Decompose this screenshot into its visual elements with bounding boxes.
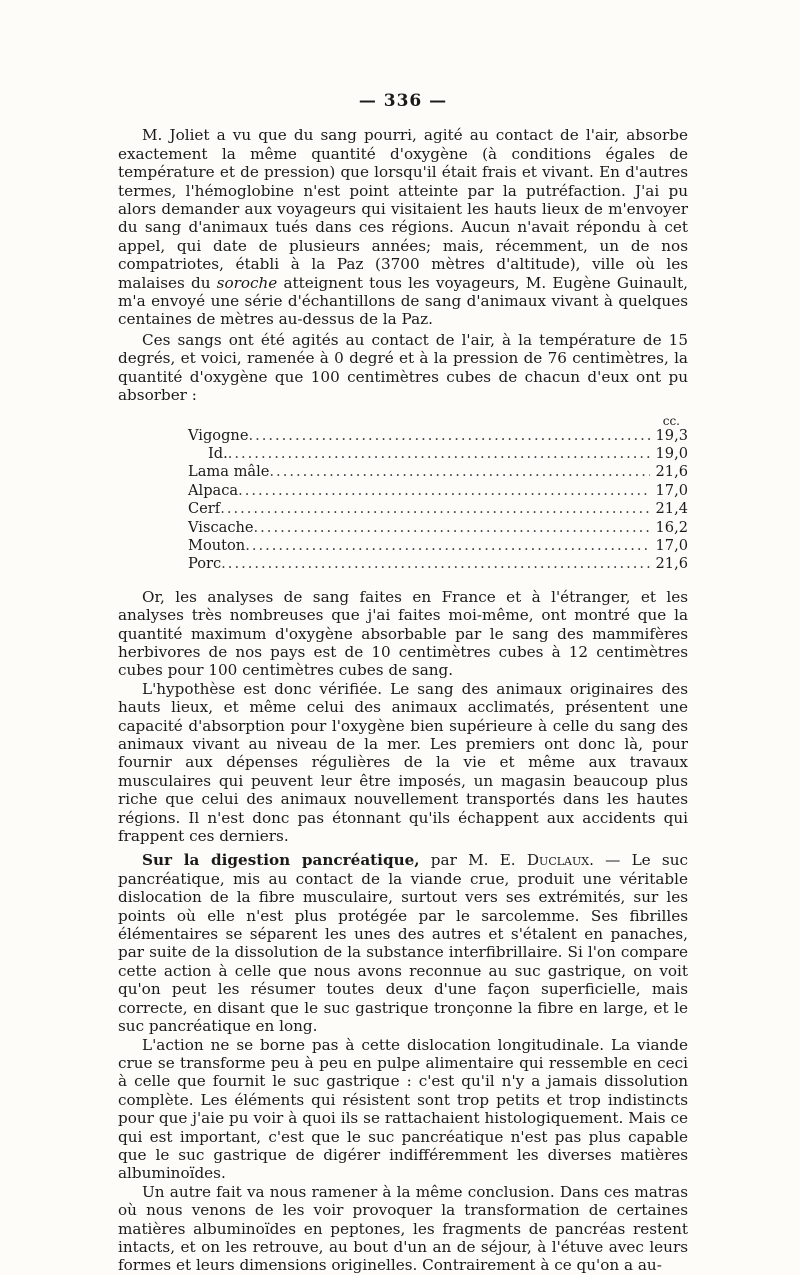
paragraph-autre-fait: Un autre fait va nous ramener à la même conclusion. Dans ces matras où nous venons de les voir provoquer la transformation de certaines matières albuminoïdes en peptones, les fragments de pancréas restent intacts, et on les retrouve, au bout d'un an de séjour, à l'étuve avec leurs formes et leurs dimensions originelles. Contrairement à ce qu'on a au- bbox=[118, 1182, 688, 1275]
table-row bbox=[118, 500, 688, 518]
row-label: Lama mâle bbox=[188, 463, 270, 481]
section-title: Sur la digestion pancréatique, bbox=[142, 851, 420, 870]
leader-dots bbox=[228, 445, 650, 463]
italic-term: soroche bbox=[216, 273, 278, 292]
row-label: Vigogne bbox=[188, 426, 249, 444]
table-row bbox=[118, 519, 688, 537]
table-row bbox=[118, 482, 688, 500]
row-value: 21,6 bbox=[655, 555, 688, 573]
row-label: Cerf bbox=[188, 500, 221, 518]
row-label: Porc bbox=[188, 555, 222, 573]
document-page bbox=[118, 92, 688, 1275]
row-value: 17,0 bbox=[655, 481, 688, 499]
paragraph-analyses: Or, les analyses de sang faites en France et à l'étranger, et les analyses très nombreuses que j'ai faites moi-même, ont montré que la quantité maximum d'oxygène absorbable par le sang des mammifères herbivores de nos pays est de 10 centimètres cubes à 12 centimètres cubes pour 100 centimètres cubes de sang. bbox=[118, 587, 688, 680]
row-value: 19,3 bbox=[655, 426, 688, 444]
table-row bbox=[118, 427, 688, 445]
section-author: Duclaux bbox=[526, 851, 590, 870]
leader-dots bbox=[221, 555, 649, 573]
leader-dots bbox=[248, 427, 649, 445]
table-row bbox=[118, 445, 688, 463]
table-row bbox=[118, 555, 688, 573]
page-number: — 336 — bbox=[358, 91, 448, 111]
table-row bbox=[118, 463, 688, 481]
row-value: 16,2 bbox=[655, 518, 688, 536]
paragraph-joliet bbox=[118, 126, 688, 328]
unit-header: cc. bbox=[662, 413, 680, 428]
paragraph-sangs: Ces sangs ont été agités au contact de l'air, à la température de 15 degrés, et voici, ramenée à 0 degré et à la pression de 76 centimètres, la quantité d'oxygène que 100 centimètres cubes de chacun d'eux ont pu absorber : bbox=[118, 330, 688, 405]
paragraph-joliet-end: atteignent tous les voyageurs, M. Eugène Guinault, m'a envoyé une série d'échantillons de sang d'animaux vivant à quelques centaines de mètres au-dessus de la Paz. bbox=[118, 273, 689, 329]
leader-dots bbox=[245, 537, 649, 555]
row-label: Mouton bbox=[188, 536, 246, 554]
paragraph-joliet-text: M. Joliet a vu que du sang pourri, agité au contact de l'air, absorbe exactement la même quantité d'oxygène (à conditions égales de température et de pression) que lorsqu'il était frais et vivant. En d'autres termes, l'hémoglobine n'est point atteinte par la putréfaction. J'ai pu alors demander aux voyageurs qui visitaient les hauts lieux de m'envoyer du sang d'animaux tués dans ces régions. Aucun n'avait répondu à cet appel, qui date de plusieurs années; mais, récemment, un de nos compatriotes, établi à la Paz (3700 mètres d'altitude), ville où les malaises du bbox=[118, 126, 688, 292]
row-value: 21,6 bbox=[655, 463, 688, 481]
section-body: . — Le suc pancréatique, mis au contact de la viande crue, produit une véritable dislocation de la fibre musculaire, surtout vers ses extrémités, sur les points où elle n'est plus protégée par le sarcolemme. Ses fibrilles élémentaires se séparent les unes des autres et s'étalent en panaches, par suite de la dissolution de la substance interfibrillaire. Si l'on compare cette action à celle que nous avons reconnue au suc gastrique, on voit qu'on peut les résumer toutes deux d'une façon superficielle, mais correcte, en disant que le suc gastrique tronçonne la fibre en large, et le suc pancréatique en long. bbox=[118, 851, 688, 1036]
section-author-prefix: par M. E. bbox=[419, 851, 527, 870]
paragraph-action: L'action ne se borne pas à cette dislocation longitudinale. La viande crue se transforme peu à peu en pulpe alimentaire qui ressemble en ceci à celle que fournit le suc gastrique : c'est qu'il n'y a jamais dissolution complète. Les éléments qui résistent sont trop petits et trop indistincts pour que j'aie pu voir à quoi ils se rattachaient histologiquement. Mais ce qui est important, c'est que le suc pancréatique n'est pas plus capable que le suc gastrique de digérer indifféremment les diverses matières albuminoïdes. bbox=[118, 1035, 688, 1183]
table-row bbox=[118, 537, 688, 555]
row-value: 17,0 bbox=[655, 536, 688, 554]
leader-dots bbox=[254, 519, 650, 537]
row-value: 21,4 bbox=[655, 500, 688, 518]
row-value: 19,0 bbox=[655, 444, 688, 462]
row-label: Id. bbox=[208, 444, 228, 462]
leader-dots bbox=[238, 482, 649, 500]
row-label: Viscache bbox=[188, 518, 254, 536]
section-digestion bbox=[118, 851, 688, 1035]
leader-dots bbox=[220, 500, 649, 518]
leader-dots bbox=[269, 463, 649, 481]
oxygen-table bbox=[118, 415, 688, 574]
row-label: Alpaca bbox=[188, 481, 239, 499]
paragraph-hypothese: L'hypothèse est donc vérifiée. Le sang des animaux originaires des hauts lieux, et même celui des animaux acclimatés, présentent une capacité d'absorption pour l'oxygène bien supérieure à celle du sang des animaux vivant au niveau de la mer. Les premiers ont donc là, pour fournir aux dépenses régulières de la vie et même aux travaux musculaires qui peuvent leur être imposés, un magasin beaucoup plus riche que celui des animaux nouvellement transportés dans les hautes régions. Il n'est donc pas étonnant qu'ils échappent aux accidents qui frappent ces derniers. bbox=[118, 679, 688, 846]
